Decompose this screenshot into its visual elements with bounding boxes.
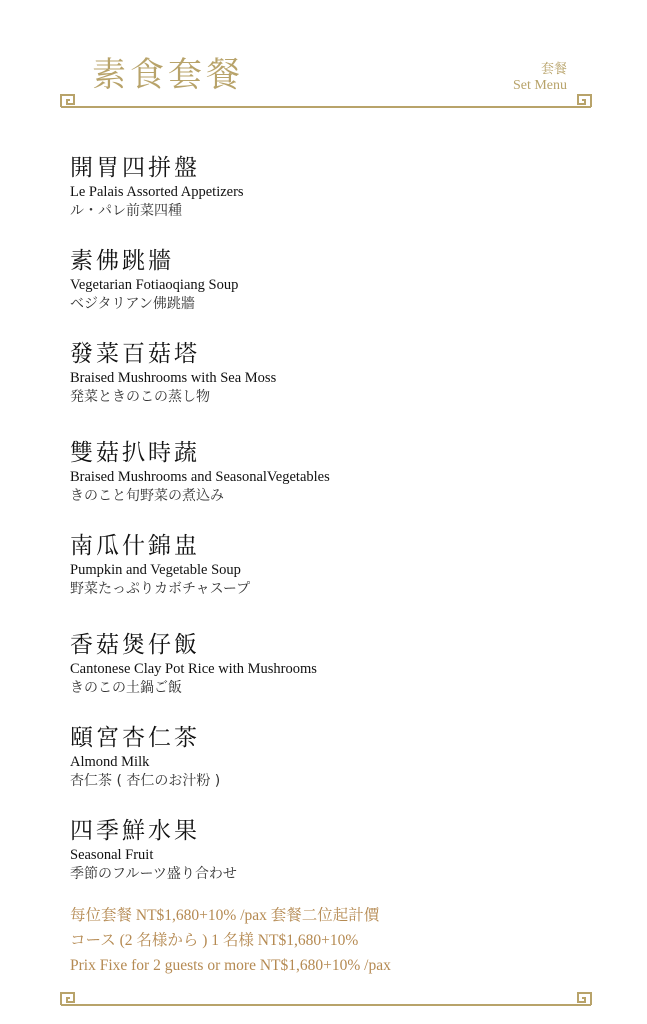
dish-name-jp: 発菜ときのこの蒸し物 — [70, 389, 210, 405]
page-title: 素食套餐 — [92, 55, 244, 95]
dish-name-en: Seasonal Fruit — [70, 847, 154, 863]
dish-name-jp: 季節のフルーツ盛り合わせ — [70, 866, 237, 882]
dish-name-en: Cantonese Clay Pot Rice with Mushrooms — [70, 661, 317, 677]
dish-name-zh: 開胃四拼盤 — [70, 155, 200, 181]
dish-name-zh: 頤宮杏仁茶 — [70, 725, 200, 751]
dish-name-zh: 發菜百菇塔 — [70, 341, 200, 367]
dish-name-jp: ル・パレ前菜四種 — [70, 203, 182, 219]
menu-item — [70, 725, 220, 791]
subtitle-zh: 套餐 — [540, 61, 567, 76]
dish-name-jp: 杏仁茶 ( 杏仁のお汁粉 ) — [70, 773, 221, 789]
dish-name-jp: きのこと旬野菜の煮込み — [70, 488, 224, 504]
dish-name-zh: 香菇煲仔飯 — [70, 632, 200, 658]
dish-name-en: Braised Mushrooms with Sea Moss — [70, 370, 277, 386]
dish-name-en: Braised Mushrooms and SeasonalVegetables — [70, 469, 330, 485]
dish-name-zh: 素佛跳牆 — [70, 248, 174, 274]
menu-item — [70, 440, 330, 506]
subtitle-en: Set Menu — [512, 78, 567, 93]
bottom-border-ornament — [60, 988, 592, 1010]
menu-item — [70, 632, 317, 698]
dish-name-jp: 野菜たっぷりカボチャスープ — [70, 581, 251, 597]
menu-item — [70, 533, 250, 599]
price-line-en: Prix Fixe for 2 guests or more NT$1,680+10% /pax — [70, 957, 391, 974]
top-border-ornament — [60, 90, 592, 112]
dish-name-en: Le Palais Assorted Appetizers — [70, 184, 244, 200]
price-line-jp: コース (2 名様から ) 1 名様 NT$1,680+10% — [70, 932, 359, 949]
menu-item — [70, 818, 237, 884]
dish-name-jp: ベジタリアン佛跳牆 — [70, 296, 195, 312]
header-subtitle — [513, 60, 567, 94]
price-line-zh: 每位套餐 NT$1,680+10% /pax 套餐二位起計價 — [70, 907, 380, 924]
menu-item — [70, 341, 276, 407]
dish-name-en: Almond Milk — [70, 754, 150, 770]
price-info — [70, 903, 391, 978]
dish-name-zh: 南瓜什錦盅 — [70, 533, 200, 559]
dish-name-zh: 雙菇扒時蔬 — [70, 440, 200, 466]
dish-name-jp: きのこの土鍋ご飯 — [70, 680, 182, 696]
menu-item — [70, 248, 238, 314]
menu-item — [70, 155, 244, 221]
dish-name-zh: 四季鮮水果 — [70, 818, 200, 844]
dish-name-en: Vegetarian Fotiaoqiang Soup — [70, 277, 239, 293]
dish-name-en: Pumpkin and Vegetable Soup — [70, 562, 241, 578]
